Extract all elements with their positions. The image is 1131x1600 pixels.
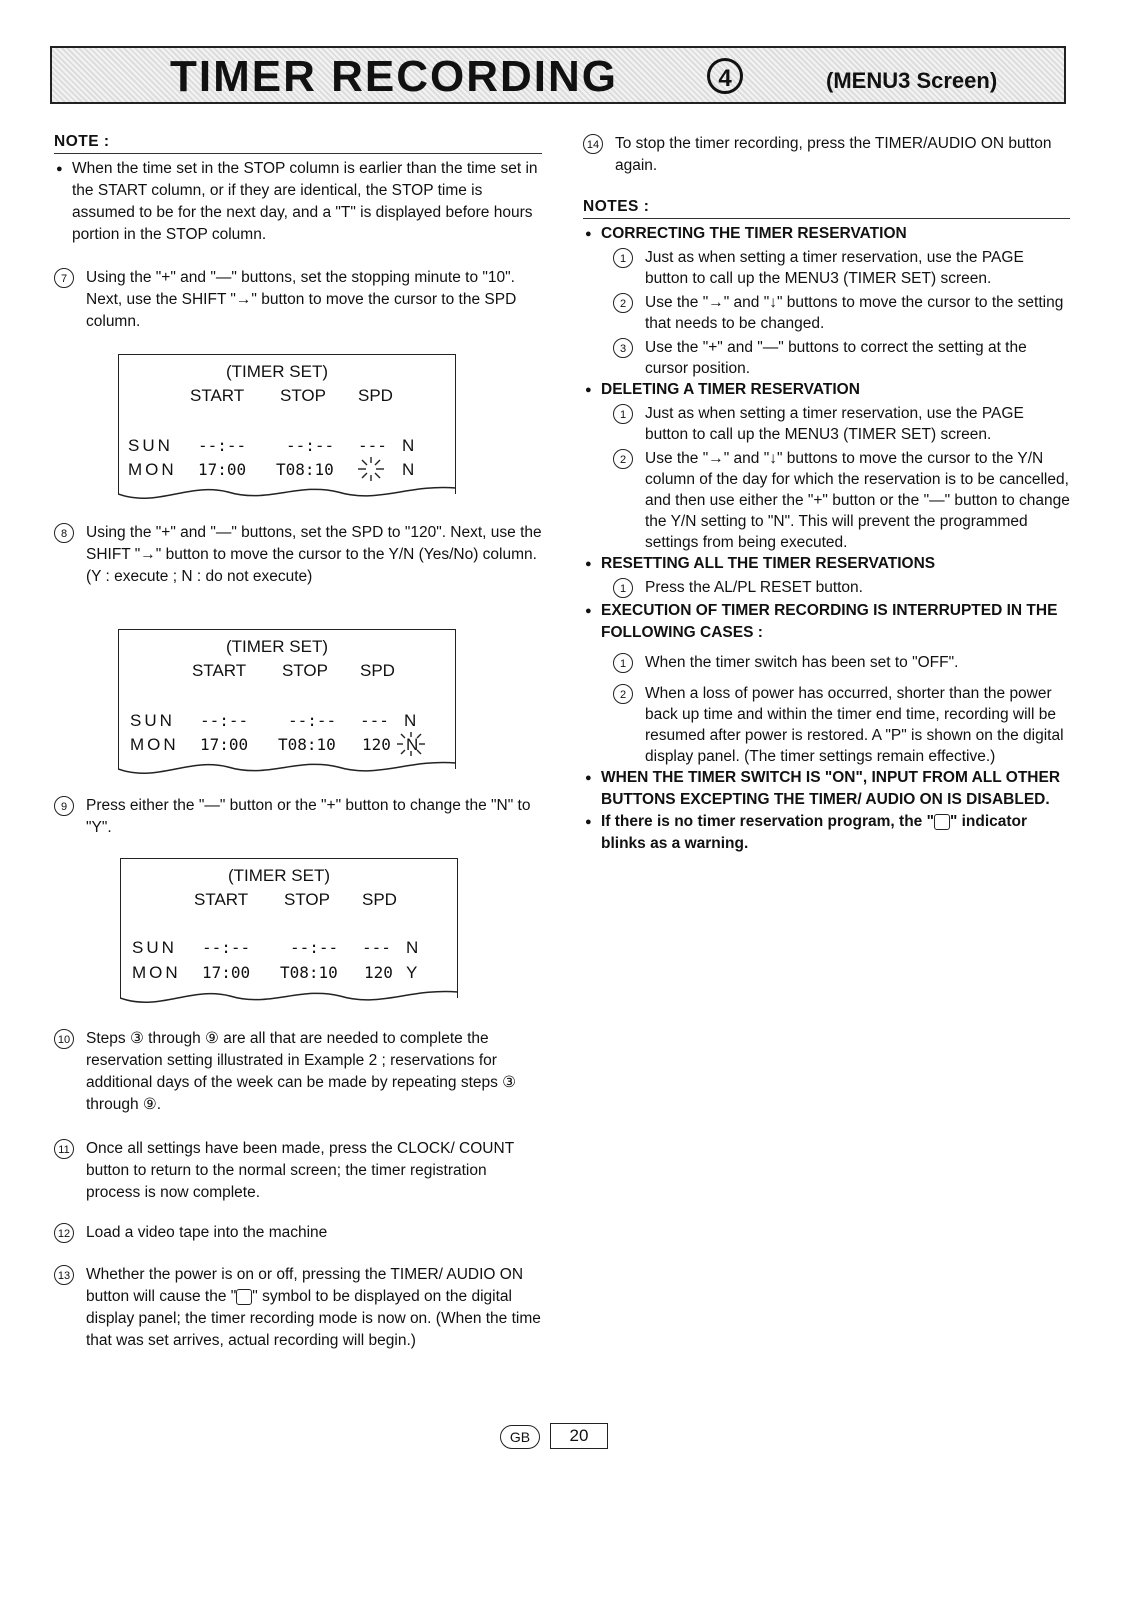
note-text: ● When the time set in the STOP column is earlier than the time set in the START column, or if they are identical, the STOP time is assumed to be for the next day, and a "T" is displayed before hours portion in the STOP column. (54, 158, 542, 246)
row-stop: --:-- (286, 436, 335, 455)
row-stop: T08:10 (278, 735, 336, 754)
row-start: 17:00 (200, 735, 249, 754)
row-yn: N (402, 436, 415, 455)
row-day: MON (132, 963, 181, 982)
step-text: Load a video tape into the machine (86, 1224, 328, 1241)
step-text: Once all settings have been made, press the CLOCK/ COUNT button to return to the normal screen; the timer registration process is now complete. (86, 1140, 514, 1201)
step-number: 8 (54, 523, 74, 543)
step-10 (54, 1028, 542, 1116)
row-stop: T08:10 (276, 460, 334, 479)
row-spd: 120 (362, 735, 391, 754)
execution-item: When the timer switch has been set to "OFF". (645, 654, 959, 671)
correcting-item: Just as when setting a timer reservation, use the PAGE button to call up the MENU3 (TIMER SET) screen. (645, 249, 1024, 287)
resetting-item: Press the AL/PL RESET button. (645, 579, 863, 596)
screen-title: (TIMER SET) (226, 362, 328, 381)
page-subtitle: (MENU3 Screen) (826, 68, 998, 93)
step-number: 10 (54, 1029, 74, 1049)
row-spd: --- (362, 938, 391, 957)
timer-set-screen-2 (118, 629, 456, 779)
row-yn: Y (406, 963, 418, 982)
row-spd: --- (360, 711, 389, 730)
row-start: --:-- (202, 938, 251, 957)
page-title-banner (50, 46, 1066, 104)
row-day: SUN (132, 938, 177, 957)
deleting-item: Use the "→" and "↓" buttons to move the cursor to the Y/N column of the day for which the reservation is to be cancelled, and then use either the "+" button or the "—" button to change the Y/N setting to "N". This will prevent the programmed settings from being executed. (645, 450, 1070, 551)
col-spd: SPD (360, 661, 395, 680)
step-7 (54, 267, 542, 333)
col-stop: STOP (280, 386, 326, 405)
step-number: 13 (54, 1265, 74, 1285)
row-stop: --:-- (288, 711, 337, 730)
page-number: 20 (550, 1423, 608, 1449)
row-day: MON (130, 735, 179, 754)
step-text: Using the "+" and "—" buttons, set the stopping minute to "10". Next, use the SHIFT "→" button to move the cursor to the SPD column. (86, 269, 517, 330)
screen-title: (TIMER SET) (226, 637, 328, 656)
row-start: --:-- (198, 436, 247, 455)
note-section (54, 133, 542, 246)
row-yn: N (402, 460, 415, 479)
col-spd: SPD (362, 890, 397, 909)
row-stop: --:-- (290, 938, 339, 957)
step-number: 7 (54, 268, 74, 288)
step-13 (54, 1264, 542, 1352)
notes-header: NOTES : (583, 198, 1070, 219)
step-text: Whether the power is on or off, pressing the TIMER/ AUDIO ON button will cause the " (86, 1266, 524, 1305)
step-11 (54, 1138, 542, 1204)
row-spd: 120 (364, 963, 393, 982)
deleting-title: ● DELETING A TIMER RESERVATION (583, 379, 1070, 401)
col-start: START (192, 661, 247, 680)
resetting-title: ● RESETTING ALL THE TIMER RESERVATIONS (583, 553, 1070, 575)
step-12 (54, 1222, 542, 1244)
step-text: Press either the "—" button or the "+" button to change the "N" to "Y". (86, 797, 531, 836)
row-day: SUN (128, 436, 173, 455)
step-number: 12 (54, 1223, 74, 1243)
no-program-note: ● If there is no timer reservation program, the " " indicator blinks as a warning. (583, 811, 1070, 855)
screen-title: (TIMER SET) (228, 866, 330, 885)
timer-indicator-icon (236, 1289, 252, 1305)
col-stop: STOP (284, 890, 330, 909)
step-9 (54, 795, 542, 839)
region-badge: GB (500, 1425, 540, 1449)
row-stop: T08:10 (280, 963, 338, 982)
title-number: 4 (707, 58, 743, 94)
step-8 (54, 522, 542, 588)
row-yn: N (406, 735, 419, 754)
row-start: --:-- (200, 711, 249, 730)
notes-section: NOTES : ● CORRECTING THE TIMER RESERVATION 1 Just as when setting a timer reservation, use the PAGE button to call up the MENU3 (TIMER SET) screen. 2 Use the "→" and "↓" buttons to move the cursor to the setting that needs to be changed. 3 Use the "+" and "—" buttons to correct the setting at the cursor position. ● DELETING A TIMER RESERVATION 1 Just as when setting a timer reservation, use the PAGE button to call up the MENU3 (TIMER SET) screen. 2 Use the "→" and "↓" buttons to move the cursor to the Y/N column of the day for which the reservation is to be cancelled, and then use either the "+" button or the "—" button to change the Y/N setting to "N". This will prevent the programmed settings from being executed. ● RESETTING ALL THE TIMER RESERVATIONS 1 Press the AL/PL RESET button. ● EXECUTION OF TIMER RECORDING IS INTERRUPTED IN THE FOLLOWING CASES : 1 When the timer switch has been set to "OFF". 2 When a loss of power has occurred, shorter than the power back up time and within the timer end time, recording will be resumed after power is restored. A "P" is shown on the digital display panel. (The timer settings remain effective.) ● WHEN THE TIMER SWITCH IS "ON", INPUT FROM ALL OTHER BUTTONS EXCEPTING THE TIMER/ AUDIO ON IS DISABLED. ● If there is no timer reservation program, the " " indicator blinks as a warning. (583, 198, 1070, 855)
step-text: To stop the timer recording, press the TIMER/AUDIO ON button again. (615, 135, 1052, 174)
deleting-item: Just as when setting a timer reservation, use the PAGE button to call up the MENU3 (TIMER SET) screen. (645, 405, 1024, 443)
step-number: 11 (54, 1139, 74, 1159)
col-start: START (190, 386, 245, 405)
execution-title: ● EXECUTION OF TIMER RECORDING IS INTERRUPTED IN THE FOLLOWING CASES : (583, 600, 1070, 644)
step-number: 9 (54, 796, 74, 816)
row-start: 17:00 (198, 460, 247, 479)
correcting-title: ● CORRECTING THE TIMER RESERVATION (583, 223, 1070, 245)
row-yn: N (404, 711, 417, 730)
correcting-item: Use the "→" and "↓" buttons to move the cursor to the setting that needs to be changed. (645, 294, 1064, 332)
col-start: START (194, 890, 249, 909)
page-title: TIMER RECORDING (170, 52, 618, 101)
row-day: MON (128, 460, 177, 479)
col-stop: STOP (282, 661, 328, 680)
step-text: Using the "+" and "—" buttons, set the SPD to "120". Next, use the SHIFT "→" button to move the cursor to the Y/N (Yes/No) column. (86, 524, 542, 563)
execution-item: When a loss of power has occurred, shorter than the power back up time and within the timer end time, recording will be resumed after power is restored. A "P" is shown on the digital display panel. (The timer settings remain effective.) (645, 685, 1064, 765)
step-text: Steps ③ through ⑨ are all that are needed to complete the reservation setting illustrated in Example 2 ; reservations for additional days of the week can be made by repeating steps ③ through ⑨. (86, 1030, 517, 1113)
step-14 (583, 133, 1070, 177)
correcting-item: Use the "+" and "—" buttons to correct the setting at the cursor position. (645, 339, 1027, 377)
blinking-cursor-icon (354, 454, 388, 484)
row-day: SUN (130, 711, 175, 730)
timer-indicator-icon (934, 814, 950, 830)
row-yn: N (406, 938, 419, 957)
step-text: " symbol to be displayed on the digital display panel; the timer recording mode is now on. (When the time that was set arrives, actual recording will begin.) (86, 1288, 541, 1349)
timer-set-screen-1 (118, 354, 456, 504)
timer-switch-note: ● WHEN THE TIMER SWITCH IS "ON", INPUT FROM ALL OTHER BUTTONS EXCEPTING THE TIMER/ AUDIO ON IS DISABLED. (583, 767, 1070, 811)
col-spd: SPD (358, 386, 393, 405)
step-number: 14 (583, 134, 603, 154)
row-start: 17:00 (202, 963, 251, 982)
note-header: NOTE : (54, 133, 542, 154)
timer-set-screen-3 (120, 858, 458, 1008)
row-spd: --- (358, 436, 387, 455)
step-text-2: (Y : execute ; N : do not execute) (86, 568, 313, 585)
